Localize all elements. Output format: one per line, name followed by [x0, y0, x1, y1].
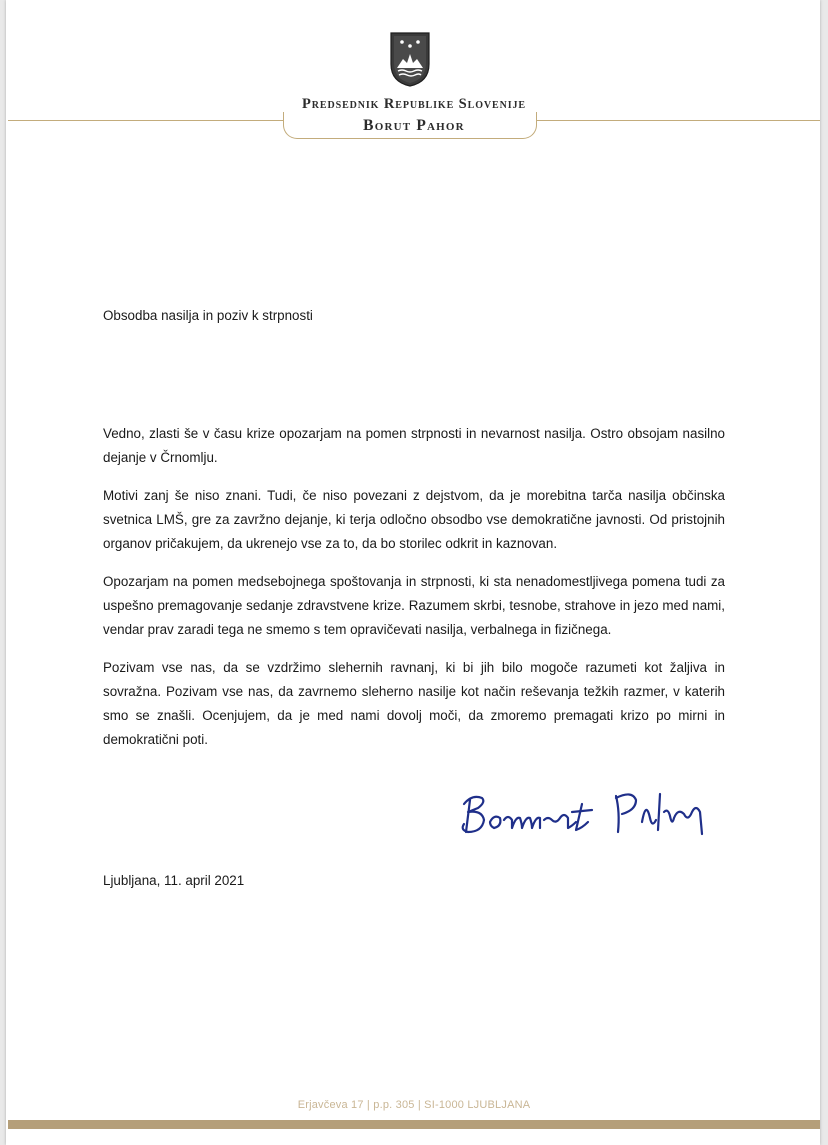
paragraph-3: Opozarjam na pomen medsebojnega spoštovanja in strpnosti, ki sta nenadomestljivega pomena tudi za uspešno premagovanje sedanje zdravstvene krize. Razumem skrbi, tesnobe, strahove in jezo med nami, vendar prav zaradi tega ne smemo s tem opravičevati nasilja, verbalnega in fizičnega.: [103, 574, 725, 637]
handwritten-signature: [456, 782, 716, 846]
letter-subject: Obsodba nasilja in poziv k strpnosti: [103, 308, 313, 323]
place-date: Ljubljana, 11. april 2021: [103, 873, 245, 888]
letter-body: [103, 422, 725, 766]
coat-of-arms-icon: [388, 30, 432, 88]
footer-bar: [8, 1120, 820, 1129]
paragraph-4: Pozivam vse nas, da se vzdržimo slehernih ravnanj, ki bi jih bilo mogoče razumeti kot žaljiva in sovražna. Pozivam vse nas, da zavrnemo sleherno nasilje kot način reševanja težkih razmer, v katerih smo se znašli. Ocenjujem, da je med nami dovolj moči, da zmoremo premagati krizo po mirni in demokratični poti.: [103, 660, 725, 747]
footer-address: Erjavčeva 17 | p.p. 305 | SI-1000 LJUBLJANA: [297, 1099, 531, 1111]
paragraph-1: Vedno, zlasti še v času krize opozarjam na pomen strpnosti in nevarnost nasilja. Ostro obsojam nasilno dejanje v Črnomlju.: [103, 426, 725, 465]
person-name: Borut Pahor: [363, 117, 465, 134]
paragraph-2: Motivi zanj še niso znani. Tudi, če niso povezani z dejstvom, da je morebitna tarča nasilja občinska svetnica LMŠ, gre za zavržno dejanje, ki terja odločno obsodbo vse demokratične javnosti. Od pristojnih organov pričakujem, da ukrenejo vse za to, da bo storilec odkrit in kaznovan.: [103, 488, 725, 551]
office-title: Predsednik Republike Slovenije: [302, 96, 526, 112]
